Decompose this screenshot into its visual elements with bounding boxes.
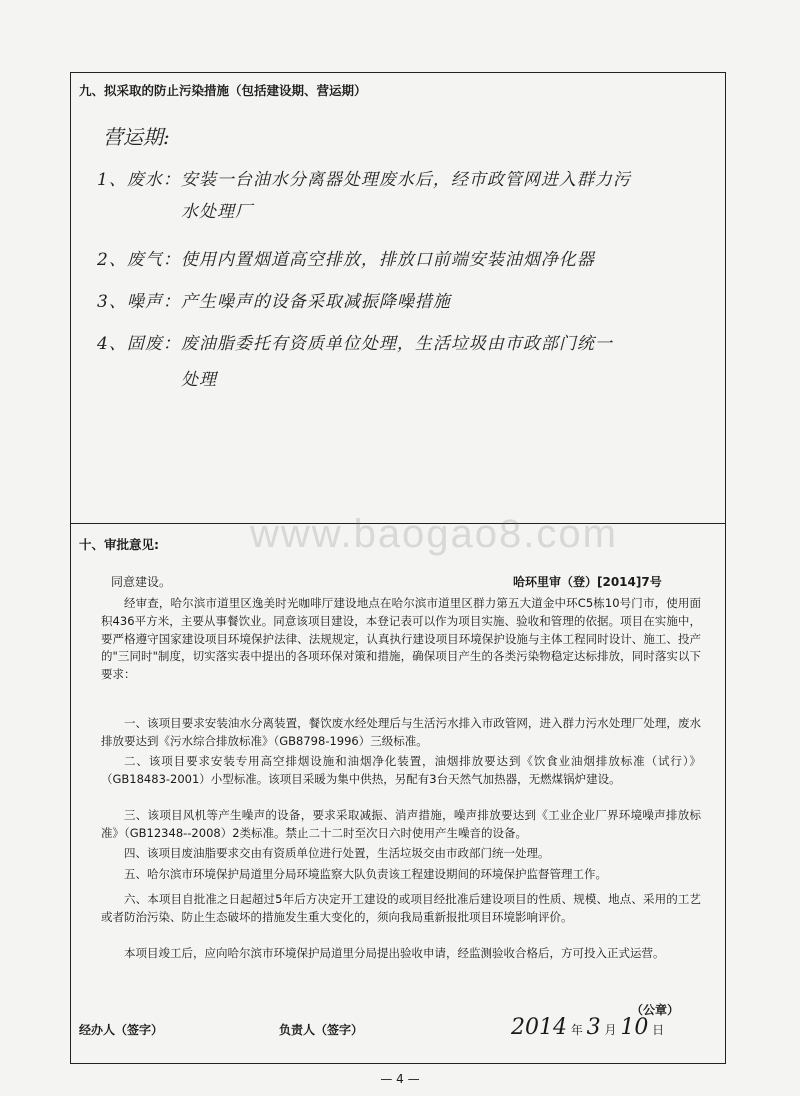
watermark: www.baogao8.com <box>250 512 618 556</box>
approval-doc-number: 哈环里审（登）[2014]7号 <box>513 575 662 589</box>
form-frame <box>70 72 726 1064</box>
approval-paragraph-2: 二、该项目要求安装专用高空排烟设施和油烟净化装置，油烟排放要达到《饮食业油烟排放标准（试行）》（GB18483-2001）小型标准。该项目采暖为集中供热，另配有3台天然气加热器，无燃煤锅炉建设。 <box>101 754 701 786</box>
approval-paragraph-intro: 经审查，哈尔滨市道里区逸美时光咖啡厅建设地点在哈尔滨市道里区群力第五大道金中环C5栋10号门市，使用面积436平方米，主要从事餐饮业。同意该项目建设，本登记表可以作为项目实施、验收和管理的依据。项目在实施中，要严格遵守国家建设项目环境保护法律、法规规定，认真执行建设项目环境保护设施与主体工程同时设计、施工、投产的"三同时"制度，切实落实表中提出的各项环保对策和措施，确保项目产生的各类污染物稳定达标排放，同时落实以下要求： <box>101 596 701 682</box>
handwritten-item-noise: 3、噪声：产生噪声的设备采取减振降噪措施 <box>97 292 451 312</box>
handwritten-item-exhaust: 2、废气：使用内置烟道高空排放，排放口前端安装油烟净化器 <box>97 250 595 270</box>
signer-label: 经办人（签字） <box>79 1023 164 1037</box>
approval-paragraph-4: 四、该项目废油脂要求交由有资质单位进行处置，生活垃圾交由市政部门统一处理。 <box>124 846 550 860</box>
approval-date <box>511 1015 664 1040</box>
date-day: 10 <box>620 1015 649 1040</box>
approval-paragraph-6: 六、本项目自批准之日起超过5年后方决定开工建设的或项目经批准后建设项目的性质、规模、地点、采用的工艺或者防治污染、防止生态破坏的措施发生重大变化的，须向我局重新报批项目环境影响评价。 <box>101 892 701 924</box>
seal-label: （公章） <box>631 1003 680 1017</box>
approval-paragraph-5: 五、哈尔滨市环境保护局道里分局环境监察大队负责该工程建设期间的环境保护监督管理工作。 <box>124 867 607 881</box>
date-year: 2014 <box>511 1015 567 1040</box>
section9-title: 九、拟采取的防止污染措施（包括建设期、营运期） <box>79 83 367 98</box>
section10-title: 十、审批意见: <box>79 537 159 552</box>
approval-agree: 同意建设。 <box>111 575 172 589</box>
approval-paragraph-final: 本项目竣工后，应向哈尔滨市环境保护局道里分局提出验收申请，经监测验收合格后，方可投入正式运营。 <box>124 946 665 960</box>
approval-paragraph-1: 一、该项目要求安装油水分离装置，餐饮废水经处理后与生活污水排入市政管网，进入群力污水处理厂处理，废水排放要达到《污水综合排放标准》（GB8798-1996）三级标准。 <box>101 716 701 748</box>
approval-paragraph-3: 三、该项目风机等产生噪声的设备，要求采取减振、消声措施，噪声排放要达到《工业企业厂界环境噪声排放标准》（GB12348--2008）2类标准。禁止二十二时至次日六时使用产生噪音的设备。 <box>101 808 701 840</box>
responsible-label: 负责人（签字） <box>279 1023 364 1037</box>
date-year-unit: 年 <box>570 1023 583 1037</box>
date-month-unit: 月 <box>604 1023 617 1037</box>
handwritten-item-solid-waste: 4、固废：废油脂委托有资质单位处理，生活垃圾由市政部门统一 <box>97 334 613 354</box>
handwritten-heading: 营运期: <box>103 125 170 149</box>
date-month: 3 <box>586 1015 601 1040</box>
handwritten-item-wastewater-cont: 水处理厂 <box>181 202 253 222</box>
date-day-unit: 日 <box>652 1023 665 1037</box>
page-number: — 4 — <box>380 1072 420 1086</box>
handwritten-item-solid-waste-cont: 处理 <box>181 370 217 390</box>
handwritten-item-wastewater: 1、废水：安装一台油水分离器处理废水后，经市政管网进入群力污 <box>97 170 631 190</box>
